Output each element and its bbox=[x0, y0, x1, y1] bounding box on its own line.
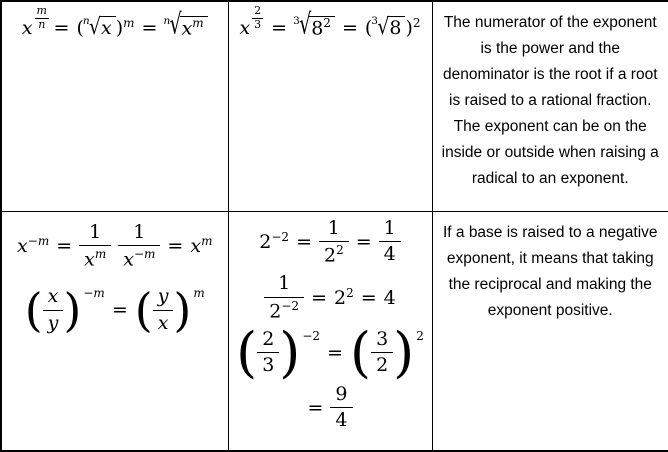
numerator: 9 bbox=[330, 383, 352, 408]
cell-rational-rule bbox=[1, 1, 228, 211]
radical-sign: √ bbox=[377, 13, 390, 40]
exponent-fraction-stack bbox=[252, 5, 263, 31]
example-line-3 bbox=[229, 321, 432, 385]
radical-sign: √ bbox=[169, 8, 182, 42]
base-with-fraction-exponent bbox=[239, 4, 264, 39]
equals-sign: = bbox=[327, 341, 343, 364]
equals-sign: = bbox=[296, 230, 312, 253]
reciprocal-fraction-to-power bbox=[134, 282, 205, 337]
denominator: 4 bbox=[383, 243, 396, 266]
cell-rational-example bbox=[228, 1, 432, 211]
num-2: 2 bbox=[269, 299, 282, 322]
example-line-2 bbox=[229, 272, 432, 323]
denominator: 4 bbox=[335, 409, 348, 432]
radicand bbox=[309, 16, 335, 39]
result-fraction bbox=[379, 217, 401, 267]
right-paren: ) bbox=[405, 17, 413, 40]
numerator: m bbox=[36, 4, 47, 18]
numerator: 3 bbox=[371, 328, 393, 353]
paren-exponent: 2 bbox=[416, 329, 424, 344]
denominator bbox=[118, 246, 160, 272]
minus-sign: − bbox=[271, 229, 282, 244]
negative-exponent bbox=[28, 234, 49, 248]
exponent: m bbox=[201, 233, 213, 248]
fraction bbox=[153, 285, 174, 335]
inner-exponent: m bbox=[192, 16, 204, 30]
numerator: 1 bbox=[264, 272, 304, 297]
parenthesized-root-to-power bbox=[76, 13, 135, 40]
equals-sign: = bbox=[360, 286, 377, 309]
big-right-paren: ) bbox=[173, 282, 192, 337]
num-2: 2 bbox=[333, 286, 347, 309]
var-x: x bbox=[101, 17, 112, 40]
outer-exponent: 2 bbox=[412, 16, 421, 31]
fraction bbox=[43, 285, 64, 335]
result-fraction bbox=[330, 383, 352, 433]
var-x: x bbox=[84, 248, 95, 271]
negative-exponent bbox=[281, 299, 299, 313]
fraction bbox=[257, 328, 279, 378]
radical-sign: √ bbox=[88, 13, 101, 40]
cube-root bbox=[371, 13, 405, 40]
minus-sign: − bbox=[281, 298, 292, 313]
num-8: 8 bbox=[389, 17, 402, 40]
exponent-fraction bbox=[250, 4, 264, 34]
negative-exponent-rule-stack bbox=[2, 212, 228, 335]
radical-sign: √ bbox=[299, 8, 312, 42]
equals-sign: = bbox=[307, 396, 324, 419]
right-paren: ) bbox=[115, 17, 124, 40]
numerator: 1 bbox=[379, 217, 401, 242]
denominator: y bbox=[47, 311, 59, 334]
reciprocal-fraction-to-power bbox=[349, 321, 424, 385]
exponent: m bbox=[94, 246, 107, 261]
minus-sign: − bbox=[302, 329, 313, 344]
numerator: y bbox=[153, 285, 174, 310]
big-right-paren: ) bbox=[393, 321, 415, 385]
note-negative-exponent: If a base is raised to a negative exponent, it means that taking the reciprocal and making the exponent positive. bbox=[442, 223, 658, 319]
result-value: 4 bbox=[383, 286, 396, 309]
big-right-paren: ) bbox=[63, 282, 82, 337]
root-index: n bbox=[82, 14, 90, 27]
exponent: 2 bbox=[336, 242, 344, 257]
left-paren: ( bbox=[76, 17, 84, 40]
exponent: 2 bbox=[346, 285, 354, 300]
left-paren: ( bbox=[364, 17, 373, 40]
equals-sign: = bbox=[341, 16, 358, 39]
formula-rational-exponent-example bbox=[229, 2, 432, 42]
exponent-fraction-stack bbox=[35, 5, 49, 31]
var-x: x bbox=[239, 16, 251, 39]
base-with-exponent bbox=[190, 235, 212, 257]
var-x: x bbox=[123, 248, 134, 271]
equals-sign: = bbox=[355, 230, 372, 253]
denominator: n bbox=[38, 18, 46, 32]
fraction bbox=[371, 328, 393, 378]
equals-sign: = bbox=[111, 299, 128, 322]
base-with-exponent bbox=[334, 287, 354, 309]
num-2: 2 bbox=[312, 329, 321, 344]
equals-sign: = bbox=[53, 16, 70, 39]
denominator bbox=[79, 246, 111, 272]
cell-negative-rule bbox=[1, 211, 228, 451]
root-index: n bbox=[163, 14, 171, 27]
note-rational-exponent: The numerator of the exponent is the power and the denominator is the root if a root is raised to a rational fraction. The exponent can be on the inside or outside when raising a radical to an exponent. bbox=[441, 14, 659, 187]
numerator: 2 bbox=[254, 4, 262, 18]
reciprocal-fraction-negative bbox=[264, 272, 304, 323]
numerator: 1 bbox=[319, 217, 349, 242]
radicand bbox=[180, 16, 208, 39]
denominator: 3 bbox=[262, 354, 275, 377]
formula-rational-exponent-rule bbox=[2, 2, 228, 42]
cell-negative-example bbox=[228, 211, 432, 451]
num-2: 2 bbox=[291, 298, 300, 313]
equals-sign: = bbox=[56, 234, 73, 257]
formula-negative-exponent-fraction-rule bbox=[2, 282, 228, 337]
num-8: 8 bbox=[311, 17, 324, 40]
base-with-negative-exponent bbox=[17, 235, 49, 257]
denominator bbox=[319, 242, 349, 268]
cell-rational-explanation bbox=[432, 1, 668, 211]
example-line-1 bbox=[229, 217, 432, 268]
equals-sign: = bbox=[167, 234, 184, 257]
var-x: x bbox=[181, 17, 193, 40]
nth-root-of-power bbox=[163, 8, 207, 42]
var-x: x bbox=[190, 234, 202, 257]
reciprocal-fraction bbox=[319, 217, 349, 268]
var-x: x bbox=[21, 16, 33, 39]
minus-sign: − bbox=[83, 286, 94, 301]
equals-sign: = bbox=[141, 16, 158, 39]
var-m: m bbox=[93, 286, 105, 301]
parenthesized-root-to-power bbox=[364, 13, 421, 40]
reciprocal-fraction bbox=[79, 221, 111, 272]
outer-exponent: m bbox=[123, 16, 135, 31]
negative-exponent bbox=[134, 247, 155, 261]
fraction-to-negative-power bbox=[24, 282, 105, 337]
num-2: 2 bbox=[259, 230, 272, 253]
radicand bbox=[99, 16, 116, 39]
paren-exponent bbox=[83, 286, 104, 300]
root-index: 3 bbox=[371, 14, 378, 27]
minus-sign: − bbox=[133, 246, 145, 261]
example-line-4 bbox=[229, 383, 432, 433]
big-right-paren: ) bbox=[279, 321, 301, 385]
denominator bbox=[264, 298, 304, 324]
numerator: x bbox=[43, 285, 64, 310]
var-x: x bbox=[17, 234, 28, 257]
denominator: x bbox=[157, 311, 169, 334]
inner-exponent: 2 bbox=[323, 16, 331, 30]
var-m: m bbox=[37, 233, 50, 248]
denominator: 3 bbox=[254, 18, 262, 32]
formula-negative-exponent-rule bbox=[2, 221, 228, 272]
negative-exponent bbox=[271, 230, 289, 244]
equals-sign: = bbox=[271, 16, 288, 39]
big-left-paren: ( bbox=[24, 282, 43, 337]
nth-root bbox=[82, 13, 116, 40]
equals-sign: = bbox=[311, 286, 327, 309]
numerator: 1 bbox=[118, 221, 160, 246]
num-2: 2 bbox=[281, 229, 290, 244]
paren-exponent bbox=[302, 329, 320, 343]
numerator: 2 bbox=[257, 328, 279, 353]
root-index: 3 bbox=[293, 14, 300, 27]
base-with-negative-exponent bbox=[259, 231, 289, 253]
num-2: 2 bbox=[323, 244, 337, 267]
big-left-paren: ( bbox=[134, 282, 153, 337]
reciprocal-fraction-negative bbox=[118, 221, 160, 272]
negative-exponent-example-stack bbox=[229, 212, 432, 433]
denominator: 2 bbox=[376, 354, 389, 377]
minus-sign: − bbox=[27, 233, 38, 248]
paren-exponent: m bbox=[193, 286, 205, 301]
big-left-paren: ( bbox=[349, 321, 372, 385]
radicand bbox=[387, 16, 405, 39]
exponent-fraction bbox=[33, 4, 47, 34]
numerator: 1 bbox=[79, 221, 111, 246]
cell-negative-explanation bbox=[432, 211, 668, 451]
cube-root-of-power bbox=[293, 8, 335, 42]
big-left-paren: ( bbox=[236, 321, 258, 385]
base-with-fraction-exponent bbox=[21, 4, 47, 39]
fraction-to-negative-power bbox=[236, 321, 321, 385]
var-m: m bbox=[144, 246, 156, 261]
